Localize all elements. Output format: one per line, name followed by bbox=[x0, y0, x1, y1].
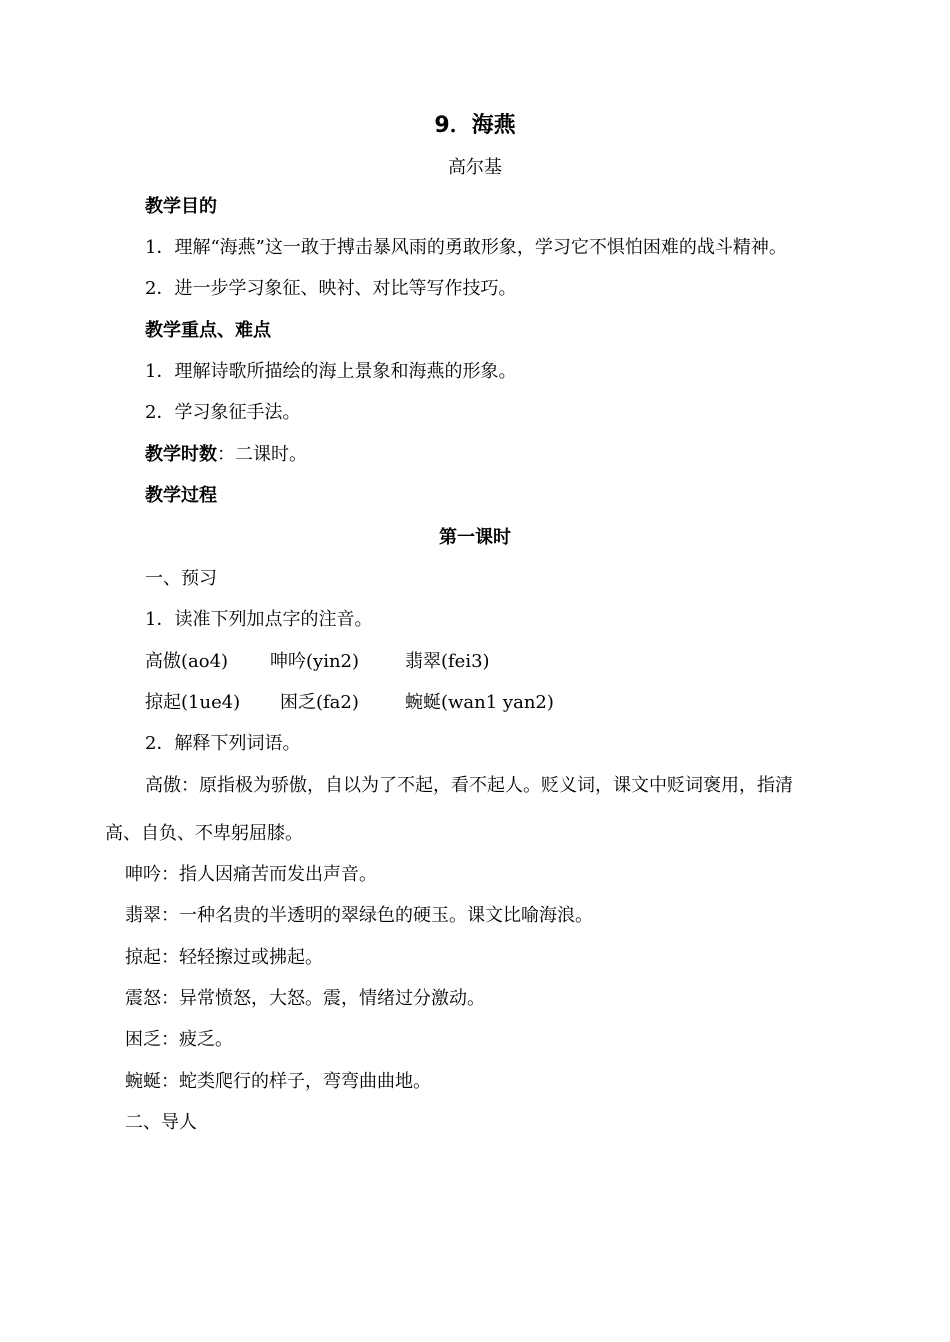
author: 高尔基 bbox=[448, 157, 502, 178]
key-point-2: 2．学习象征手法。 bbox=[145, 402, 301, 423]
definition-kunfa: 困乏：疲乏。 bbox=[125, 1029, 233, 1050]
key-point-1: 1．理解诗歌所描绘的海上景象和海燕的形象。 bbox=[145, 361, 517, 382]
objectives-heading: 教学目的 bbox=[145, 196, 217, 217]
definition-shenyin: 呻吟：指人因痛苦而发出声音。 bbox=[125, 864, 377, 885]
pinyin-item: 高傲(ao4) bbox=[145, 651, 229, 672]
definition-gaoao: 高傲：原指极为骄傲，自以为了不起，看不起人。贬义词，课文中贬词褒用，指清 bbox=[145, 775, 793, 796]
intro-heading: 二、导人 bbox=[125, 1112, 197, 1133]
pinyin-item: 掠起(1ue4) bbox=[145, 692, 241, 713]
preview-task-2: 2．解释下列词语。 bbox=[145, 733, 301, 754]
pinyin-item: 困乏(fa2) bbox=[280, 692, 359, 713]
objective-1: 1．理解“海燕”这一敢于搏击暴风雨的勇敢形象，学习它不惧怕困难的战斗精神。 bbox=[145, 237, 787, 258]
definition-lveqi: 掠起：轻轻擦过或拂起。 bbox=[125, 947, 323, 968]
pinyin-item: 呻吟(yin2) bbox=[270, 651, 360, 672]
teaching-hours-value: ：二课时。 bbox=[217, 444, 307, 465]
pinyin-item: 蜿蜒(wan1 yan2) bbox=[405, 692, 554, 713]
page-title: 9．海燕 bbox=[434, 113, 516, 138]
definition-wanyan: 蜿蜒：蛇类爬行的样子，弯弯曲曲地。 bbox=[125, 1071, 431, 1092]
teaching-hours bbox=[145, 444, 307, 466]
lesson-heading: 第一课时 bbox=[439, 527, 511, 548]
pinyin-item: 翡翠(fei3) bbox=[405, 651, 490, 672]
definition-gaoao-cont: 高、自负、不卑躬屈膝。 bbox=[105, 823, 303, 844]
definition-feicui: 翡翠：一种名贵的半透明的翠绿色的硬玉。课文比喻海浪。 bbox=[125, 905, 593, 926]
key-points-heading: 教学重点、难点 bbox=[145, 320, 271, 341]
teaching-hours-label: 教学时数 bbox=[145, 444, 217, 465]
objective-2: 2．进一步学习象征、映衬、对比等写作技巧。 bbox=[145, 278, 517, 299]
preview-heading: 一、预习 bbox=[145, 568, 217, 589]
process-heading: 教学过程 bbox=[145, 485, 217, 506]
preview-task-1: 1．读准下列加点字的注音。 bbox=[145, 609, 373, 630]
definition-zhennu: 震怒：异常愤怒，大怒。震，情绪过分激动。 bbox=[125, 988, 485, 1009]
